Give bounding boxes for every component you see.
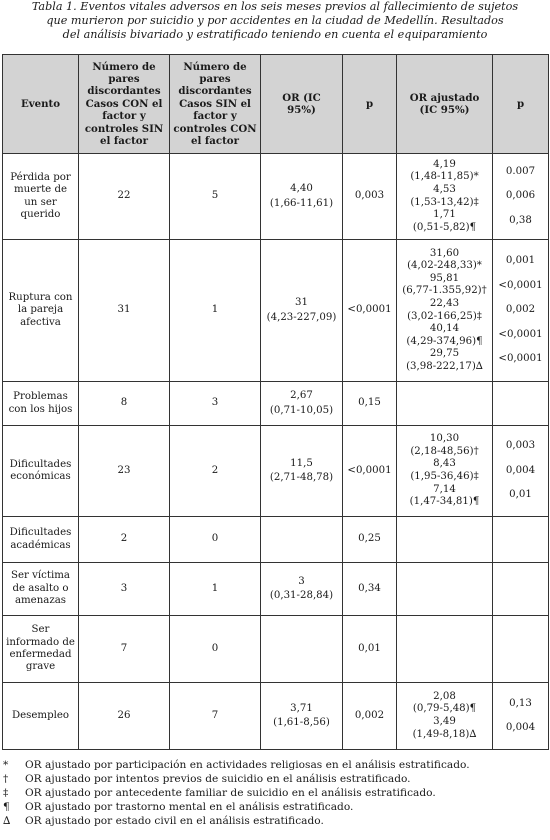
- or-value: 4,40: [290, 183, 313, 195]
- pairs-con-cell: 22: [79, 154, 170, 240]
- or-adjusted-cell: [397, 382, 493, 426]
- pairs-sin-cell: 1: [170, 240, 261, 382]
- pairs-con-cell: 2: [79, 517, 170, 563]
- or-adjusted-line: 29,75: [429, 348, 460, 360]
- footnote-symbol: ¶: [3, 801, 10, 813]
- or-adjusted-line: 3,49: [433, 716, 456, 727]
- p-adjusted-value: 0,01: [509, 489, 532, 501]
- or-adjusted-line: 8,43: [433, 458, 456, 470]
- table-body: [3, 154, 549, 750]
- pairs-sin-cell: 2: [170, 426, 261, 517]
- table-caption: [0, 0, 550, 42]
- caption-line: del análisis bivariado y estratificado teniendo en cuenta el equiparamiento: [62, 28, 488, 41]
- or-adjusted-cell: [397, 240, 493, 382]
- event-cell: Dificultades académicas: [3, 517, 79, 563]
- table-row: [3, 154, 549, 240]
- footnote-text: OR ajustado por estado civil en el análisis estratificado.: [25, 815, 324, 827]
- or-adjusted-line: (1,48-11,85)*: [410, 171, 479, 183]
- footnote-symbol: †: [3, 773, 9, 785]
- footnote-symbol: *: [3, 759, 9, 771]
- header-or-ajustado-label: OR ajustado (IC 95%): [409, 91, 480, 116]
- or-value: 3: [298, 575, 305, 587]
- or-cell: [261, 616, 343, 683]
- or-adjusted-line: (1,53-13,42)‡: [410, 196, 479, 208]
- or-adjusted-line: (1,49-8,18)∆: [412, 728, 477, 740]
- footnote-text: OR ajustado por intentos previos de suicidio en el análisis estratificado.: [25, 773, 411, 785]
- or-adjusted-line: (1,47-34,81)¶: [409, 496, 480, 508]
- pairs-con-cell: 26: [79, 683, 170, 750]
- pairs-con-cell: 3: [79, 563, 170, 616]
- or-interval: (0,71-10,05): [269, 404, 334, 416]
- or-adjusted-cell: [397, 154, 493, 240]
- caption-line: Tabla 1. Eventos vitales adversos en los seis meses previos al fallecimiento de sujetos: [31, 0, 519, 13]
- event-cell: Pérdida por muerte de un ser querido: [3, 154, 79, 240]
- header-evento: Evento: [3, 55, 79, 154]
- pairs-con-cell: 7: [79, 616, 170, 683]
- or-value: 3,71: [290, 702, 313, 714]
- pairs-sin-cell: 0: [170, 616, 261, 683]
- or-cell: [261, 517, 343, 563]
- p-adjusted-value: 0,006: [505, 190, 536, 202]
- event-cell: Problemas con los hijos: [3, 382, 79, 426]
- or-adjusted-cell: [397, 683, 493, 750]
- p-adjusted-value: <0,0001: [498, 328, 543, 340]
- pairs-sin-cell: 0: [170, 517, 261, 563]
- or-adjusted-line: (3,98-222,17)∆: [406, 360, 483, 372]
- pairs-con-cell: 23: [79, 426, 170, 517]
- or-adjusted-line: (0,51-5,82)¶: [412, 221, 477, 233]
- or-interval: (1,66-11,61): [269, 197, 334, 209]
- or-adjusted-line: 31,60: [429, 247, 460, 259]
- p-adjusted-value: <0,0001: [498, 279, 543, 291]
- or-adjusted-line: (3,02-166,25)‡: [407, 310, 482, 322]
- p-adjusted-cell: [493, 240, 549, 382]
- p-adjusted-value: 0,003: [505, 440, 536, 452]
- or-adjusted-line: 95,81: [429, 272, 460, 284]
- or-value: 2,67: [290, 390, 313, 402]
- or-interval: [263, 649, 340, 651]
- p-cell: 0,003: [343, 154, 397, 240]
- p-adjusted-value: 0,13: [509, 697, 532, 709]
- or-adjusted-line: (0,79-5,48)¶: [412, 703, 477, 715]
- or-adjusted-cell: [397, 517, 493, 563]
- p-cell: 0,34: [343, 563, 397, 616]
- or-cell: [261, 382, 343, 426]
- footnote-text: OR ajustado por trastorno mental en el análisis estratificado.: [25, 801, 354, 813]
- or-adjusted-line: 40,14: [429, 323, 460, 335]
- p-cell: <0,0001: [343, 240, 397, 382]
- footnote: [0, 814, 550, 828]
- event-cell: Ser informado de enfermedad grave: [3, 616, 79, 683]
- or-interval: [263, 540, 340, 542]
- table-row: [3, 683, 549, 750]
- or-adjusted-line: 4,19: [433, 158, 456, 170]
- p-cell: 0,25: [343, 517, 397, 563]
- event-cell: Ruptura con la pareja afectiva: [3, 240, 79, 382]
- header-or: [261, 55, 343, 154]
- pairs-sin-cell: 5: [170, 154, 261, 240]
- or-interval: (0,31-28,84): [269, 590, 334, 601]
- p-cell: 0,15: [343, 382, 397, 426]
- or-cell: [261, 154, 343, 240]
- or-cell: [261, 426, 343, 517]
- footnote-symbol: ∆: [3, 815, 11, 827]
- header-or-ajustado: [397, 55, 493, 154]
- p-adjusted-value: 0,004: [505, 464, 536, 476]
- header-casos-con: Número de pares discordantes Casos CON el factor y controles SIN el factor: [79, 55, 170, 154]
- or-interval: (1,61-8,56): [273, 717, 330, 728]
- p-adjusted-cell: [493, 382, 549, 426]
- or-value: 31: [295, 297, 308, 309]
- event-cell: Desempleo: [3, 683, 79, 750]
- header-row: [3, 55, 549, 154]
- p-adjusted-value: 0,002: [505, 304, 536, 316]
- pairs-sin-cell: 1: [170, 563, 261, 616]
- p-adjusted-cell: [493, 683, 549, 750]
- pairs-sin-cell: 7: [170, 683, 261, 750]
- p-adjusted-value: 0.007: [505, 165, 536, 177]
- p-cell: 0,01: [343, 616, 397, 683]
- p-adjusted-cell: [493, 517, 549, 563]
- pairs-con-cell: 8: [79, 382, 170, 426]
- event-cell: Dificultades económicas: [3, 426, 79, 517]
- p-adjusted-cell: [493, 616, 549, 683]
- or-adjusted-line: (4,02-248,33)*: [407, 260, 482, 272]
- table-row: [3, 616, 549, 683]
- footnote: [0, 758, 550, 772]
- footnote-text: OR ajustado por participación en actividades religiosas en el análisis estratificado.: [25, 759, 470, 771]
- table-row: [3, 517, 549, 563]
- table-row: [3, 426, 549, 517]
- results-table: [2, 54, 549, 750]
- footnote-symbol: ‡: [3, 787, 9, 799]
- or-adjusted-cell: [397, 616, 493, 683]
- or-adjusted-cell: [397, 426, 493, 517]
- or-interval: (2,71-48,78): [269, 472, 334, 483]
- p-adjusted-cell: [493, 154, 549, 240]
- p-cell: 0,002: [343, 683, 397, 750]
- pairs-con-cell: 31: [79, 240, 170, 382]
- or-adjusted-line: (4,29-374,96)¶: [406, 335, 483, 347]
- footnote-text: OR ajustado por antecedente familiar de suicidio en el análisis estratificado.: [25, 787, 436, 799]
- p-adjusted-value: 0,38: [509, 214, 532, 226]
- header-casos-sin: Número de pares discordantes Casos SIN el factor y controles CON el factor: [170, 55, 261, 154]
- header-p: p: [343, 55, 397, 154]
- p-adjusted-value: 0,001: [505, 255, 536, 267]
- event-cell: Ser víctima de asalto o amenazas: [3, 563, 79, 616]
- footnote: [0, 786, 550, 800]
- or-adjusted-line: 2,08: [433, 690, 456, 702]
- or-value: 11,5: [290, 457, 313, 469]
- p-cell: <0,0001: [343, 426, 397, 517]
- pairs-sin-cell: 3: [170, 382, 261, 426]
- or-adjusted-line: (6,77-1.355,92)†: [402, 285, 487, 297]
- p-adjusted-cell: [493, 426, 549, 517]
- p-adjusted-value: 0,004: [505, 722, 536, 733]
- footnote: [0, 772, 550, 786]
- footnotes: [0, 758, 550, 828]
- table-row: [3, 382, 549, 426]
- or-adjusted-line: (2,18-48,56)†: [410, 445, 479, 457]
- table-row: [3, 240, 549, 382]
- table-row: [3, 563, 549, 616]
- or-interval: (4,23-227,09): [266, 311, 337, 323]
- or-cell: [261, 563, 343, 616]
- or-adjusted-cell: [397, 563, 493, 616]
- or-adjusted-line: (1,95-36,46)‡: [410, 471, 479, 482]
- or-adjusted-line: 10,30: [429, 433, 460, 445]
- or-cell: [261, 683, 343, 750]
- or-adjusted-line: 1,71: [433, 209, 456, 221]
- or-adjusted-line: 4,53: [433, 183, 456, 195]
- p-adjusted-cell: [493, 563, 549, 616]
- header-or-label: OR (IC 95%): [282, 91, 321, 116]
- p-adjusted-value: <0,0001: [498, 353, 543, 365]
- header-p-ajustado: p: [493, 55, 549, 154]
- footnote: [0, 800, 550, 814]
- caption-line: que murieron por suicidio y por accidentes en la ciudad de Medellín. Resultados: [46, 14, 504, 27]
- or-cell: [261, 240, 343, 382]
- or-adjusted-line: 7,14: [433, 483, 456, 495]
- or-adjusted-line: 22,43: [429, 297, 460, 309]
